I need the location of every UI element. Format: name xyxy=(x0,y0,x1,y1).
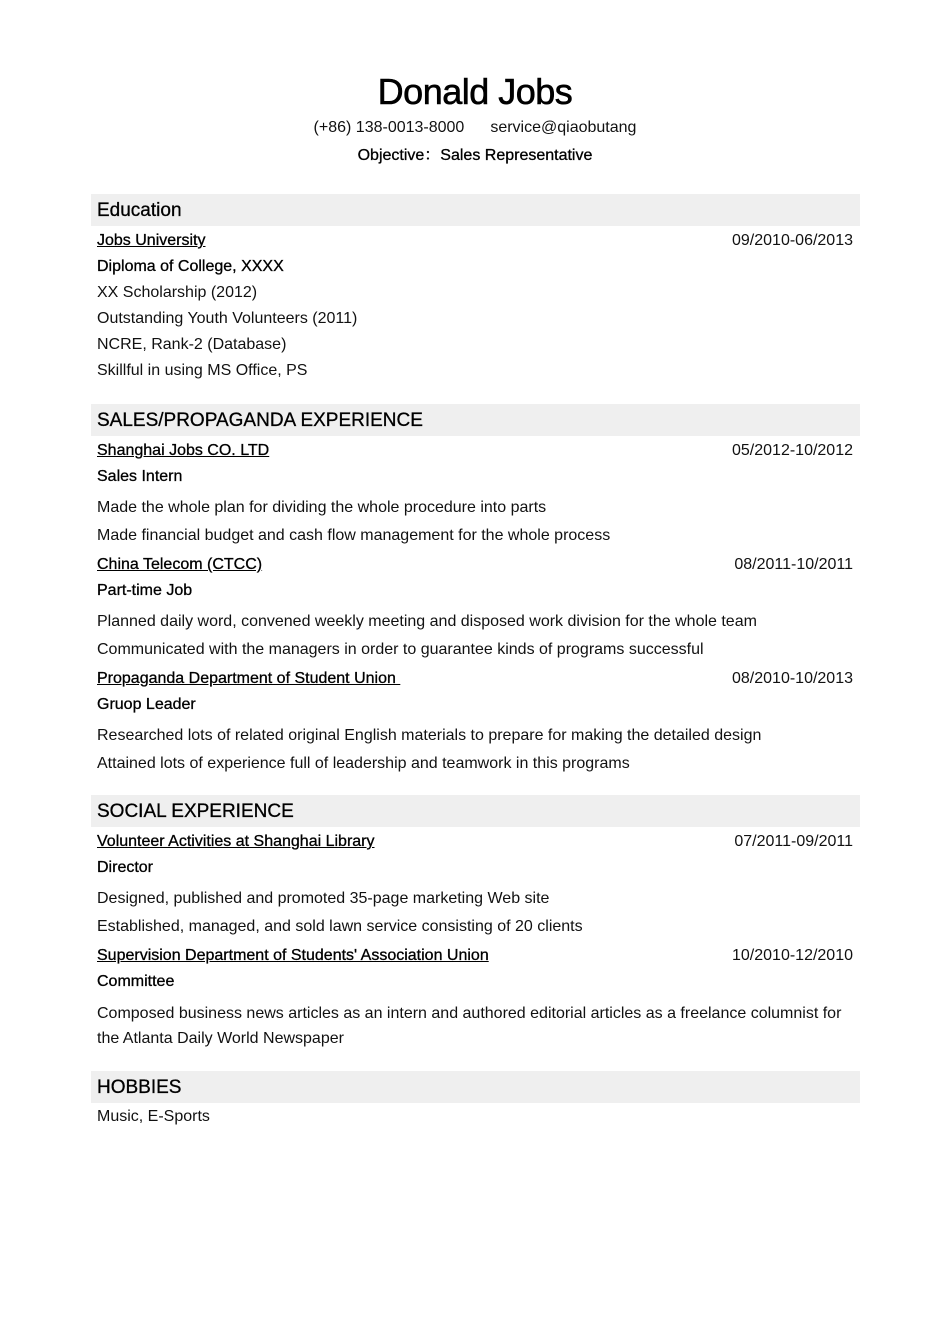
experience-entry xyxy=(91,550,860,664)
email-address: service@qiaobutang xyxy=(490,119,637,136)
job-role: Director xyxy=(97,859,154,876)
hobbies-text: Music, E-Sports xyxy=(97,1108,210,1125)
experience-detail: Established, managed, and sold lawn service consisting of 20 clients xyxy=(97,918,583,935)
section-title-sales: SALES/PROPAGANDA EXPERIENCE xyxy=(91,404,860,436)
section-title-social: SOCIAL EXPERIENCE xyxy=(91,795,860,827)
experience-entry xyxy=(91,941,860,1051)
organization-name: China Telecom (CTCC) xyxy=(97,556,263,573)
experience-entry xyxy=(91,436,860,550)
experience-entry-header xyxy=(91,664,860,692)
social-experience-section xyxy=(91,795,860,1051)
section-title-education: Education xyxy=(91,194,860,226)
job-role: Sales Intern xyxy=(97,468,183,485)
experience-detail: Designed, published and promoted 35-page marketing Web site xyxy=(97,890,550,907)
experience-detail: Made financial budget and cash flow management for the whole process xyxy=(97,527,611,544)
section-title-hobbies: HOBBIES xyxy=(91,1071,860,1103)
experience-detail: Planned daily word, convened weekly meeting and disposed work division for the whole team xyxy=(97,613,757,630)
organization-name: Volunteer Activities at Shanghai Library xyxy=(97,833,375,850)
experience-dates: 07/2011-09/2011 xyxy=(734,833,853,850)
education-entry-header xyxy=(91,228,860,254)
job-role: Committee xyxy=(97,973,175,990)
education-item: NCRE, Rank-2 (Database) xyxy=(97,336,287,353)
education-section xyxy=(91,194,860,384)
experience-detail: Composed business news articles as an intern and authored editorial articles as a freelance columnist for the Atlanta Daily World Newspaper xyxy=(97,1005,842,1047)
experience-dates: 05/2012-10/2012 xyxy=(732,442,853,459)
experience-detail: Attained lots of experience full of leadership and teamwork in this programs xyxy=(97,755,630,772)
experience-entry xyxy=(91,664,860,778)
phone-number: (+86) 138-0013-8000 xyxy=(313,119,465,136)
job-role: Part-time Job xyxy=(97,582,193,599)
experience-entry xyxy=(91,827,860,941)
contact-line xyxy=(0,118,950,138)
education-item: Outstanding Youth Volunteers (2011) xyxy=(97,310,358,327)
sales-experience-section xyxy=(91,404,860,778)
education-dates: 09/2010-06/2013 xyxy=(732,232,853,249)
candidate-name: Donald Jobs xyxy=(377,71,573,112)
degree: Diploma of College, XXXX xyxy=(97,258,284,275)
education-item: XX Scholarship (2012) xyxy=(97,284,258,301)
job-role: Gruop Leader xyxy=(97,696,196,713)
experience-detail: Researched lots of related original English materials to prepare for making the detailed design xyxy=(97,727,762,744)
experience-entry-header xyxy=(91,550,860,578)
organization-name: Shanghai Jobs CO. LTD xyxy=(97,442,270,459)
experience-entry-header xyxy=(91,941,860,969)
objective-line: Objective：Sales Representative xyxy=(357,147,593,164)
education-item: Skillful in using MS Office, PS xyxy=(97,362,308,379)
experience-entry-header xyxy=(91,436,860,464)
experience-dates: 08/2010-10/2013 xyxy=(732,670,853,687)
experience-detail: Made the whole plan for dividing the whole procedure into parts xyxy=(97,499,547,516)
organization-name: Supervision Department of Students' Association Union xyxy=(97,947,489,964)
hobbies-section xyxy=(91,1071,860,1131)
resume-header xyxy=(0,70,950,166)
experience-detail: Communicated with the managers in order to guarantee kinds of programs successful xyxy=(97,641,704,658)
organization-name: Propaganda Department of Student Union xyxy=(97,670,401,687)
experience-dates: 10/2010-12/2010 xyxy=(732,947,853,964)
experience-dates: 08/2011-10/2011 xyxy=(734,556,853,573)
experience-entry-header xyxy=(91,827,860,855)
school-name: Jobs University xyxy=(97,232,206,249)
